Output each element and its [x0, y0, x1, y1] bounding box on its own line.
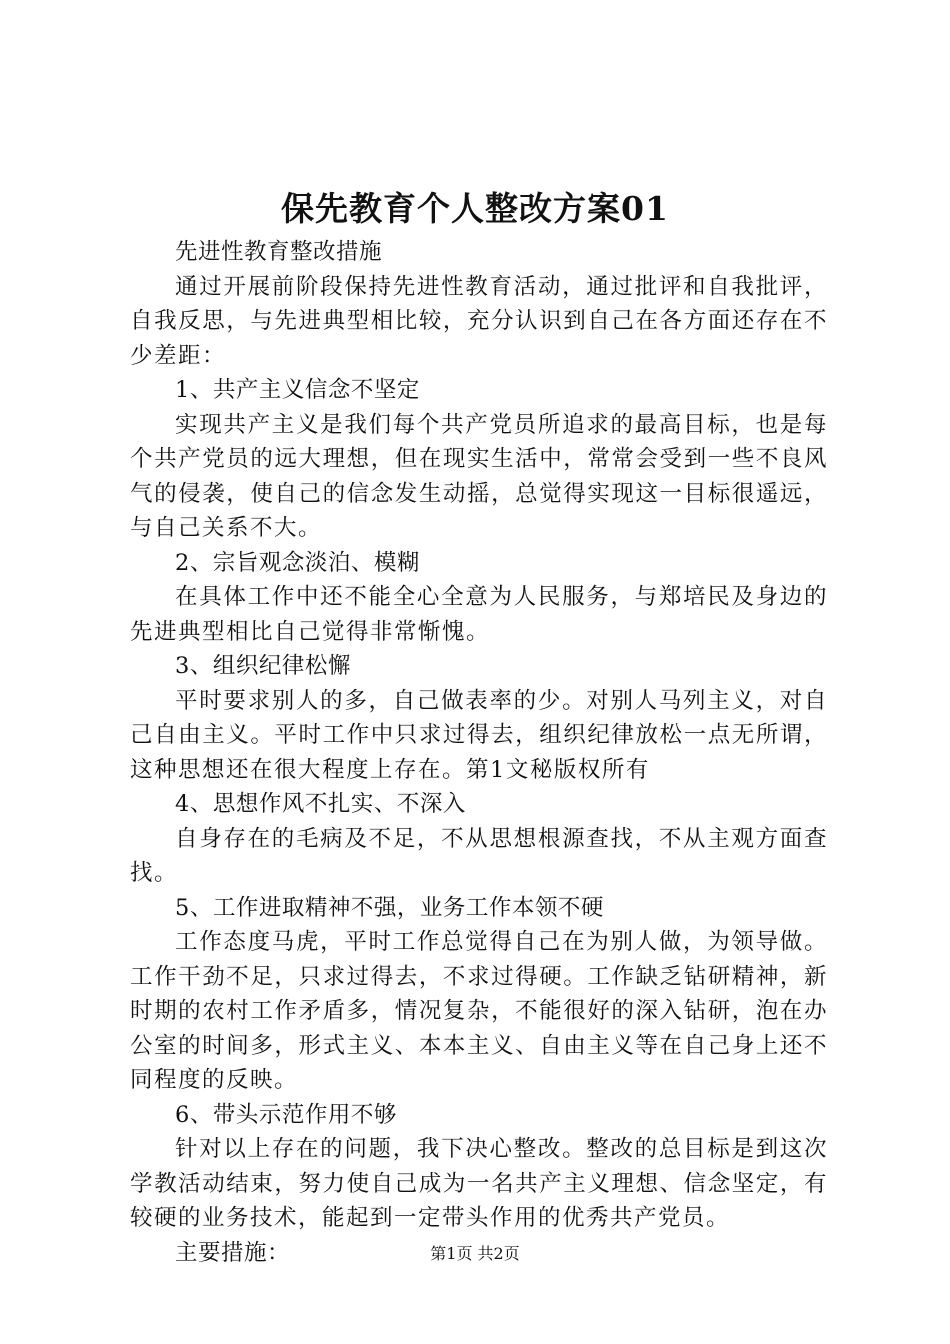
section-heading: 先进性教育整改措施 — [175, 239, 383, 265]
body-paragraph: 平时要求别人的多，自己做表率的少。对别人马列主义，对自己自由主义。平时工作中只求过得去，组织纪律放松一点无所谓，这种思想还在很大程度上存在。第1文秘版权所有 — [130, 687, 828, 783]
section-heading: 5、工作进取精神不强，业务工作本领不硬 — [175, 894, 604, 921]
body-paragraph: 实现共产主义是我们每个共产党员所追求的最高目标，也是每个共产党员的远大理想，但在现实生活中，常常会受到一些不良风气的侵袭，使自己的信念发生动摇，总觉得实现这一目标很遥远，与自己关系不大。 — [130, 411, 828, 541]
body-paragraph: 在具体工作中还不能全心全意为人民服务，与郑培民及身边的先进典型相比自己觉得非常惭愧。 — [130, 584, 828, 645]
body-paragraph: 针对以上存在的问题，我下决心整改。整改的总目标是到这次学教活动结束，努力使自己成为一名共产主义理想、信念坚定，有较硬的业务技术，能起到一定带头作用的优秀共产党员。 — [130, 1136, 828, 1231]
body-paragraph: 自身存在的毛病及不足，不从思想根源查找，不从主观方面查找。 — [130, 825, 828, 886]
document-title: 保先教育个人整改方案01 — [281, 189, 669, 228]
section-heading: 主要措施： — [175, 1239, 291, 1266]
section-heading: 3、组织纪律松懈 — [175, 653, 351, 679]
body-paragraph: 通过开展前阶段保持先进性教育活动，通过批评和自我批评，自我反思，与先进典型相比较，充分认识到自己在各方面还存在不少差距： — [130, 273, 828, 369]
section-heading: 2、宗旨观念淡泊、模糊 — [175, 549, 420, 576]
section-heading: 4、思想作风不扎实、不深入 — [175, 791, 466, 817]
body-paragraph: 工作态度马虎，平时工作总觉得自己在为别人做，为领导做。工作干劲不足，只求过得去，不求过得硬。工作缺乏钻研精神，新时期的农村工作矛盾多，情况复杂，不能很好的深入钻研，泡在办公室的时间多，形式主义、本本主义、自由主义等在自己身上还不同程度的反映。 — [130, 929, 828, 1093]
page-number-footer: 第1页 共2页 — [430, 1244, 520, 1263]
section-heading: 1、共产主义信念不坚定 — [175, 377, 420, 403]
document-body — [130, 235, 828, 1270]
section-heading: 6、带头示范作用不够 — [175, 1101, 397, 1128]
